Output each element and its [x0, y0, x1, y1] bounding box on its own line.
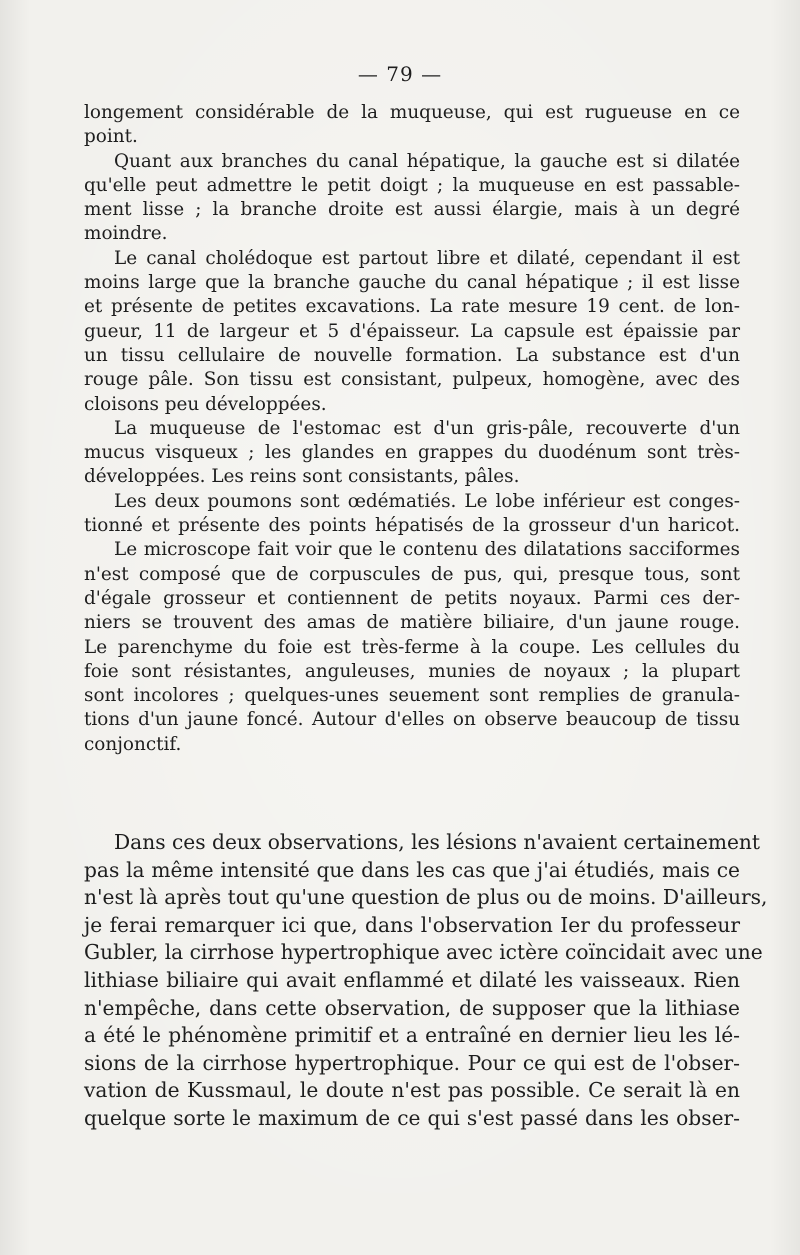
- text-line: et présente de petites excavations. La rate mesure 19 cent. de lon-: [84, 296, 740, 318]
- text-line: Dans ces deux observations, les lésions n'avaient certainement: [114, 830, 761, 854]
- text-line: Les deux poumons sont œdématiés. Le lobe inférieur est conges-: [114, 490, 740, 512]
- page-number: — 79 —: [357, 62, 443, 86]
- text-line: rouge pâle. Son tissu est consistant, pulpeux, homogène, avec des: [84, 369, 740, 391]
- text-line: Le parenchyme du foie est très-ferme à la coupe. Les cellules du: [84, 636, 740, 658]
- text-line: qu'elle peut admettre le petit doigt ; la muqueuse en est passable-: [84, 174, 740, 196]
- commentary-text-block: [84, 829, 768, 1133]
- text-line: Quant aux branches du canal hépatique, la gauche est si dilatée: [114, 150, 740, 172]
- text-line: mucus visqueux ; les glandes en grappes du duodénum sont très-: [84, 442, 740, 464]
- text-line: sions de la cirrhose hypertrophique. Pour ce qui est de l'obser-: [84, 1050, 740, 1075]
- text-line: vation de Kussmaul, le doute n'est pas possible. Ce serait là en: [84, 1078, 740, 1103]
- text-line: foie sont résistantes, anguleuses, munies de noyaux ; la plupart: [84, 660, 740, 682]
- text-line: lithiase biliaire qui avait enflammé et dilaté les vaisseaux. Rien: [84, 967, 740, 992]
- observation-text-block: [84, 101, 740, 757]
- text-line: d'égale grosseur et contiennent de petits noyaux. Parmi ces der-: [84, 587, 740, 609]
- text-line: cloisons peu développées.: [84, 393, 327, 415]
- text-line: tionné et présente des points hépatisés de la grosseur d'un haricot.: [84, 515, 740, 537]
- text-line: conjonctif.: [84, 733, 182, 755]
- text-line: tions d'un jaune foncé. Autour d'elles on observe beaucoup de tissu: [84, 709, 740, 731]
- text-line: sont incolores ; quelques-unes seuement sont remplies de granula-: [84, 685, 740, 707]
- text-line: pas la même intensité que dans les cas que j'ai étudiés, mais ce: [84, 857, 740, 882]
- text-line: La muqueuse de l'estomac est d'un gris-pâle, recouverte d'un: [114, 417, 740, 439]
- text-line: longement considérable de la muqueuse, qui est rugueuse en ce: [84, 102, 740, 123]
- text-line: Le microscope fait voir que le contenu des dilatations sacciformes: [114, 539, 740, 561]
- text-line: Gubler, la cirrhose hypertrophique avec ictère coïncidait avec une: [84, 940, 763, 965]
- text-line: point.: [84, 126, 138, 148]
- text-line: niers se trouvent des amas de matière biliaire, d'un jaune rouge.: [84, 612, 740, 634]
- text-line: moins large que la branche gauche du canal hépatique ; il est lisse: [84, 272, 740, 294]
- text-line: un tissu cellulaire de nouvelle formation. La substance est d'un: [84, 344, 740, 366]
- text-line: ment lisse ; la branche droite est aussi élargie, mais à un degré: [84, 199, 740, 221]
- text-line: Le canal cholédoque est partout libre et dilaté, cependant il est: [114, 247, 740, 269]
- text-line: n'est là après tout qu'une question de plus ou de moins. D'ailleurs,: [84, 885, 768, 910]
- text-line: développées. Les reins sont consistants, pâles.: [84, 466, 520, 488]
- text-line: a été le phénomène primitif et a entraîné en dernier lieu les lé-: [84, 1023, 740, 1048]
- text-line: gueur, 11 de largeur et 5 d'épaisseur. La capsule est épaissie par: [84, 320, 740, 342]
- text-line: n'empêche, dans cette observation, de supposer que la lithiase: [84, 995, 740, 1020]
- text-line: je ferai remarquer ici que, dans l'observation Ier du professeur: [84, 912, 740, 937]
- text-line: quelque sorte le maximum de ce qui s'est passé dans les obser-: [84, 1105, 740, 1130]
- text-line: n'est composé que de corpuscules de pus, qui, presque tous, sont: [84, 563, 740, 585]
- text-line: moindre.: [84, 223, 168, 245]
